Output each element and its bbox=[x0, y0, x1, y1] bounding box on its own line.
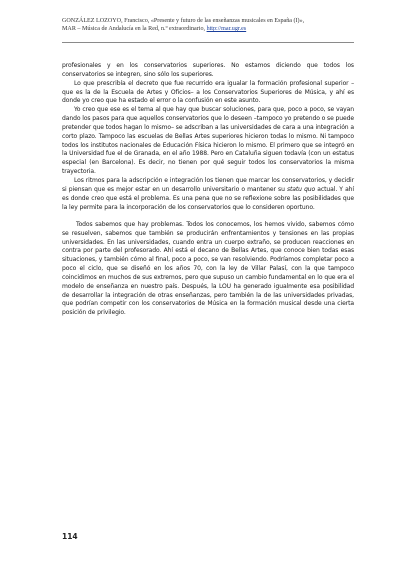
paragraph-5: Todos sabemos que hay problemas. Todos los conocemos, los hemos vivido, sabemos cómo se resuelven, sabemos que también se producirán enfrentamientos y tensiones en las propias universidades. En las universidades, cuando entra un cuerpo extraño, se producen reacciones en contra por parte del profesorado. Ahí está el decano de Bellas Artes, que conoce bien todas esas situaciones, y también cómo al final, poco a poco, se van resolviendo. Podríamos completar poco a poco el ciclo, que se diseñó en los años 70, con la ley de Villar Palasí, con la que tampoco coincidimos en muchos de sus extremos, pero que supuso un cambio fundamental en lo que era el modelo de enseñanza en nuestro país. Después, la LOU ha generado igualmente esa posibilidad de desarrollar la integración de otras enseñanzas, pero también la de las universidades privadas, que podrían competir con los conservatorios de Música en la formación musical desde una cierta posición de privilegio. bbox=[62, 220, 354, 317]
paragraph-1: profesionales y en los conservatorios superiores. No estamos diciendo que todos los conservatorios se integren, sino sólo los superiores. bbox=[62, 62, 354, 78]
header-divider bbox=[62, 42, 354, 43]
paragraph-3: Yo creo que ese es el tema al que hay que buscar soluciones, para que, poco a poco, se vayan dando los pasos para que aquellos conservatorios que lo deseen –tampoco yo pretendo o se puede pretender que todos hagan lo mismo– se adscriban a las universidades de cara a una integración a corto plazo. Tampoco las escuelas de Bellas Artes superiores hicieron todas lo mismo. Ni tampoco todos los institutos nacionales de Educación Física hicieron lo mismo. El primero que se integró en la Universidad fue el de Granada, en el año 1988. Pero en Cataluña siguen todavía (con un estatus especial (en Barcelona). Es decir, no tienen por qué seguir todos los conservatorios la misma trayectoria. bbox=[62, 106, 354, 176]
journal-url-link[interactable]: http://mar.ugr.es bbox=[206, 26, 247, 33]
citation-header bbox=[62, 17, 362, 34]
page-number: 114 bbox=[62, 532, 78, 541]
article-body bbox=[62, 62, 354, 318]
citation-line-1: GONZÁLEZ LOZOYO, Francisco, «Presente y futuro de las enseñanzas musicales en España (I)», bbox=[62, 18, 305, 24]
latin-phrase: statu quo bbox=[286, 185, 316, 193]
paragraph-2: Lo que prescribía el decreto que fue recurrido era igualar la formación profesional superior –que es la de la Escuela de Artes y Oficios– a los Conservatorios Superiores de Música, y ahí es donde yo creo que ha estado el error o la confusión en este asunto. bbox=[62, 79, 354, 105]
paragraph-4: Los ritmos para la adscripción e integración los tienen que marcar los conservatorios, y decidir si piensan que es mejor estar en un desarrollo universitario o mantener su statu quo actual. Y ahí es donde creo que está el problema. Es una pena que no se reflexione sobre las posibilidades que la ley permite para la incorporación de los conservatorios que lo consideren oportuno. bbox=[62, 176, 354, 211]
citation-line-2 bbox=[62, 25, 362, 33]
citation-line-2-text: MAR – Música de Andalucía en la Red, n.º extraordinario, bbox=[62, 26, 207, 33]
